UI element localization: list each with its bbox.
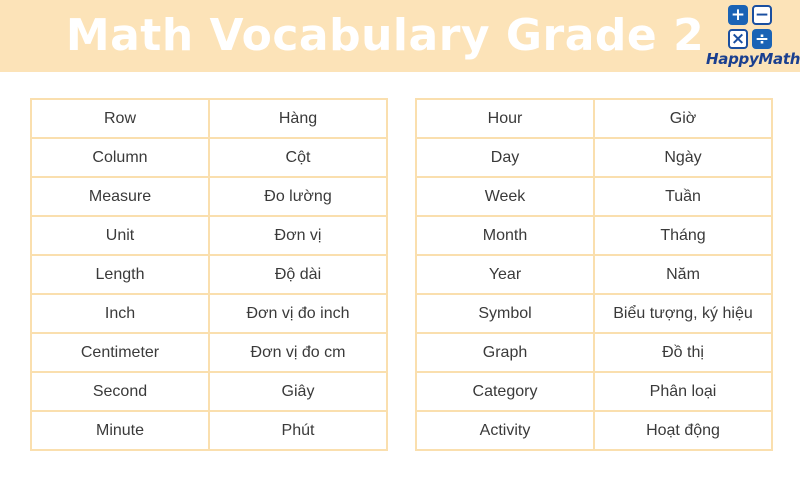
- math-symbols-icon: [728, 5, 772, 49]
- vocab-table-left: [30, 98, 388, 451]
- vietnamese-term-cell: Tháng: [594, 216, 772, 255]
- english-term-cell: Unit: [31, 216, 209, 255]
- english-term-cell: Day: [416, 138, 594, 177]
- vietnamese-term-cell: Biểu tượng, ký hiệu: [594, 294, 772, 333]
- english-term-cell: Row: [31, 99, 209, 138]
- vocab-table-right: [415, 98, 773, 451]
- vietnamese-term-cell: Phút: [209, 411, 387, 450]
- table-row: [31, 333, 387, 372]
- brand-name: HappyMath: [706, 50, 800, 68]
- english-term-cell: Inch: [31, 294, 209, 333]
- table-row: [416, 216, 772, 255]
- english-term-cell: Minute: [31, 411, 209, 450]
- table-row: [31, 294, 387, 333]
- happymath-logo: [704, 0, 800, 72]
- english-term-cell: Graph: [416, 333, 594, 372]
- english-term-cell: Activity: [416, 411, 594, 450]
- english-term-cell: Length: [31, 255, 209, 294]
- english-term-cell: Month: [416, 216, 594, 255]
- table-row: [416, 99, 772, 138]
- table-row: [416, 333, 772, 372]
- vietnamese-term-cell: Ngày: [594, 138, 772, 177]
- english-term-cell: Measure: [31, 177, 209, 216]
- divide-icon: ÷: [752, 29, 772, 49]
- english-term-cell: Second: [31, 372, 209, 411]
- vietnamese-term-cell: Tuần: [594, 177, 772, 216]
- table-row: [416, 372, 772, 411]
- vietnamese-term-cell: Giờ: [594, 99, 772, 138]
- table-row: [31, 99, 387, 138]
- table-row: [416, 177, 772, 216]
- english-term-cell: Week: [416, 177, 594, 216]
- vietnamese-term-cell: Hoạt động: [594, 411, 772, 450]
- vietnamese-term-cell: Giây: [209, 372, 387, 411]
- vietnamese-term-cell: Đo lường: [209, 177, 387, 216]
- table-row: [416, 294, 772, 333]
- english-term-cell: Category: [416, 372, 594, 411]
- english-term-cell: Symbol: [416, 294, 594, 333]
- vietnamese-term-cell: Đồ thị: [594, 333, 772, 372]
- table-row: [31, 177, 387, 216]
- table-row: [31, 255, 387, 294]
- english-term-cell: Column: [31, 138, 209, 177]
- minus-icon: −: [752, 5, 772, 25]
- table-row: [31, 216, 387, 255]
- vietnamese-term-cell: Đơn vị đo inch: [209, 294, 387, 333]
- plus-icon: +: [728, 5, 748, 25]
- vietnamese-term-cell: Năm: [594, 255, 772, 294]
- vietnamese-term-cell: Độ dài: [209, 255, 387, 294]
- table-row: [416, 411, 772, 450]
- vietnamese-term-cell: Cột: [209, 138, 387, 177]
- table-row: [31, 138, 387, 177]
- english-term-cell: Hour: [416, 99, 594, 138]
- header-banner: [0, 0, 800, 72]
- english-term-cell: Centimeter: [31, 333, 209, 372]
- table-row: [31, 372, 387, 411]
- table-row: [416, 138, 772, 177]
- vietnamese-term-cell: Hàng: [209, 99, 387, 138]
- page-title: Math Vocabulary Grade 2: [65, 10, 705, 61]
- table-row: [416, 255, 772, 294]
- vietnamese-term-cell: Đơn vị đo cm: [209, 333, 387, 372]
- english-term-cell: Year: [416, 255, 594, 294]
- times-icon: ×: [728, 29, 748, 49]
- vietnamese-term-cell: Đơn vị: [209, 216, 387, 255]
- vietnamese-term-cell: Phân loại: [594, 372, 772, 411]
- table-row: [31, 411, 387, 450]
